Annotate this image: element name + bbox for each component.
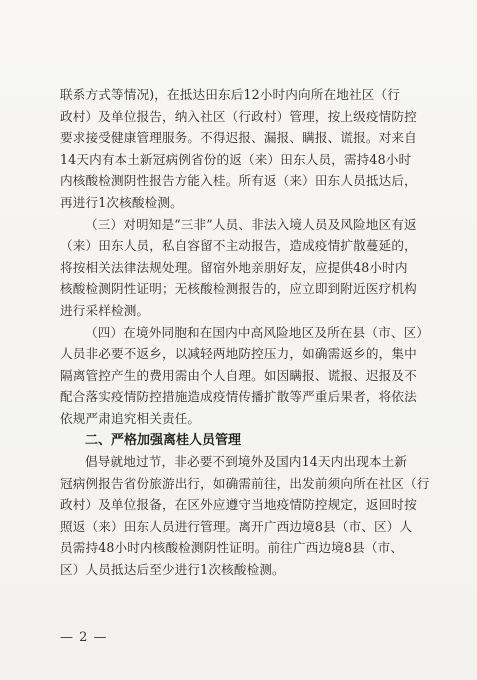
text-line: 冠病例报告省份旅游出行，如确需前往，出发前须向所在社区（行 <box>60 475 430 491</box>
section-heading: 二、严格加强离桂人员管理 <box>85 432 242 448</box>
text-line: 照返（来）田东人员进行管理。离开广西边境8县（市、区）人 <box>60 518 413 534</box>
text-line: 内核酸检测阴性报告方能入桂。所有返（来）田东人员抵达后， <box>60 173 417 189</box>
text-line: 依规严肃追究相关责任。 <box>60 410 201 426</box>
text-line: 联系方式等情况)，在抵达田东后12小时内向所在地社区（行 <box>60 87 400 102</box>
text-line: 进行采样检测。 <box>60 302 150 318</box>
text-line: 人员非必要不返乡，以减轻两地防控压力，如确需返乡的，集中 <box>60 346 417 362</box>
paragraph-item-four <box>60 322 430 430</box>
text-line: 将按相关法律法规处理。留宿外地亲朋好友，应提供48小时内 <box>60 259 408 275</box>
text-line: 政村）及单位报告，纳入社区（行政村）管理，按上级疫情防控 <box>60 108 417 124</box>
text-line: 14天内有本土新冠病例省份的返（来）田东人员，需持48小时 <box>60 151 412 167</box>
text-line: （来）田东人员，私自容留不主动报告，造成疫情扩散蔓延的， <box>60 238 417 254</box>
text-line: 配合落实疫情防控措施造成疫情传播扩散等严重后果者，将依法 <box>60 389 417 405</box>
text-line: （四）在境外同胞和在国内中高风险地区及所在县（市、区） <box>85 324 430 340</box>
paragraph-item-three <box>60 214 422 322</box>
text-line: 隔离管控产生的费用需由个人自理。如因瞒报、谎报、迟报及不 <box>60 367 417 383</box>
text-line: 再进行1次核酸检测。 <box>60 194 183 210</box>
text-line: 要求接受健康管理服务。不得迟报、漏报、瞒报、谎报。对来自 <box>60 130 417 146</box>
text-line: 员需持48小时内核酸检测阴性证明。前往广西边境8县（市、 <box>60 540 404 556</box>
paragraph-departure-management <box>60 451 430 581</box>
page-number: — 2 — <box>60 630 108 645</box>
text-line: （三）对明知是“三非”人员、非法入境人员及风险地区有返 <box>85 216 417 232</box>
text-line: 区）人员抵达后至少进行1次核酸检测。 <box>60 562 285 578</box>
text-line: 倡导就地过节，非必要不到境外及国内14天内出现本土新 <box>85 454 408 470</box>
paragraph-contact-report <box>60 84 422 214</box>
text-line: 政村）及单位报备，在区外应遵守当地疫情防控规定，返回时按 <box>60 497 417 513</box>
text-line: 核酸检测阴性证明；无核酸检测报告的，应立即到附近医疗机构 <box>60 281 417 297</box>
document-body <box>60 84 430 581</box>
